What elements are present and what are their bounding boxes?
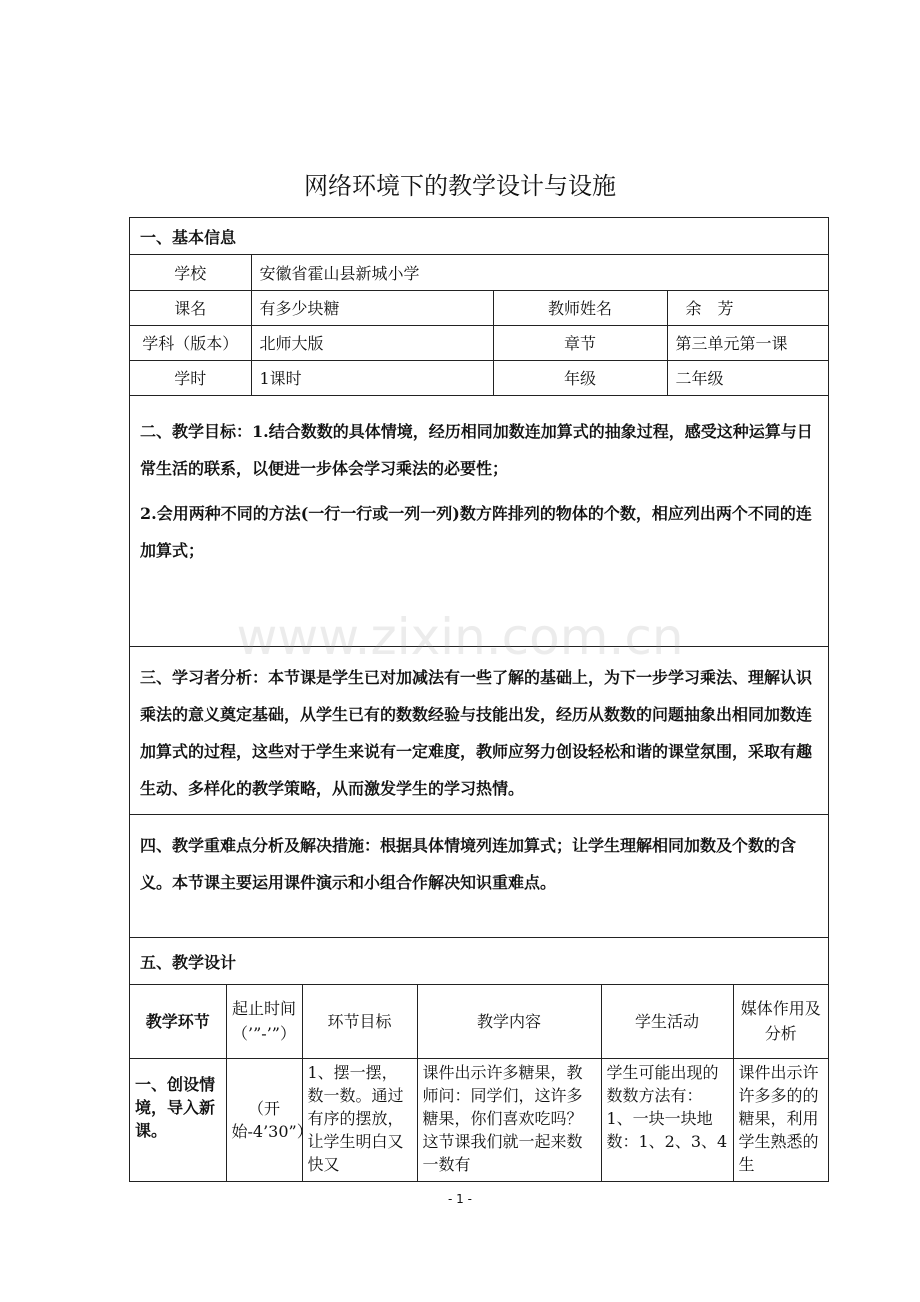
learner-analysis-section (130, 647, 828, 815)
row1-media: 课件出示许许多多的的糖果，利用学生熟悉的生 (733, 1058, 828, 1181)
row1-content: 课件出示许多糖果，教师问：同学们，这许多糖果，你们喜欢吃吗？这节课我们就一起来数一数有 (417, 1058, 601, 1181)
row1-time: （开始-4’30”） (226, 1058, 302, 1181)
document-title: 网络环境下的教学设计与设施 (304, 172, 616, 200)
row1-activity: 学生可能出现的数数方法有：1、一块一块地数：1、2、3、4 (601, 1058, 733, 1181)
header-time: 起止时间（’”-’”） (226, 985, 302, 1058)
page-number: - 1 - (448, 1192, 472, 1206)
lesson-plan-table (129, 217, 829, 1182)
objectives-line-2: 2.会用两种不同的方法(一行一行或一列一列)数方阵排列的物体的个数，相应列出两个不同的连加算式； (140, 504, 812, 560)
basic-info-table (130, 255, 828, 396)
header-activity: 学生活动 (601, 985, 733, 1058)
grade-value: 二年级 (667, 360, 828, 395)
header-goal: 环节目标 (302, 985, 417, 1058)
school-value: 安徽省霍山县新城小学 (251, 255, 828, 290)
school-label: 学校 (130, 255, 251, 290)
teaching-objectives-section (130, 401, 828, 647)
subject-value: 北师大版 (251, 325, 493, 360)
key-points-text: 四、教学重难点分析及解决措施：根据具体情境列连加算式；让学生理解相同加数及个数的含义。本节课主要运用课件演示和小组合作解决知识重难点。 (140, 836, 797, 892)
header-stage: 教学环节 (130, 985, 226, 1058)
teacher-label: 教师姓名 (493, 290, 667, 325)
teacher-value: 余 芳 (667, 290, 828, 325)
section-basic-info-heading: 一、基本信息 (130, 218, 828, 255)
section-design-heading: 五、教学设计 (130, 938, 828, 985)
course-value: 有多少块糖 (251, 290, 493, 325)
learner-analysis-text: 三、学习者分析：本节课是学生已对加减法有一些了解的基础上，为下一步学习乘法、理解认识乘法的意义奠定基础，从学生已有的数数经验与技能出发，经历从数数的问题抽象出相同加数连加算式的过程，这些对于学生来说有一定难度，教师应努力创设轻松和谐的课堂氛围，采取有趣生动、多样化的教学策略，从而激发学生的学习热情。 (140, 668, 813, 798)
objectives-line-1: 二、教学目标：1.结合数数的具体情境，经历相同加数连加算式的抽象过程，感受这种运算与日常生活的联系，以便进一步体会学习乘法的必要性； (140, 422, 813, 478)
row1-stage: 一、创设情境，导入新课。 (130, 1058, 226, 1181)
grade-label: 年级 (493, 360, 667, 395)
key-points-section (130, 815, 828, 938)
header-media: 媒体作用及分析 (733, 985, 828, 1058)
hours-value: 1课时 (251, 360, 493, 395)
chapter-value: 第三单元第一课 (667, 325, 828, 360)
watermark: www.zixin.com.cn (236, 608, 684, 666)
row1-goal: 1、摆一摆，数一数。通过有序的摆放，让学生明白又快又 (302, 1058, 417, 1181)
teaching-design-table (130, 985, 828, 1182)
subject-label: 学科（版本） (130, 325, 251, 360)
hours-label: 学时 (130, 360, 251, 395)
chapter-label: 章节 (493, 325, 667, 360)
course-label: 课名 (130, 290, 251, 325)
header-content: 教学内容 (417, 985, 601, 1058)
